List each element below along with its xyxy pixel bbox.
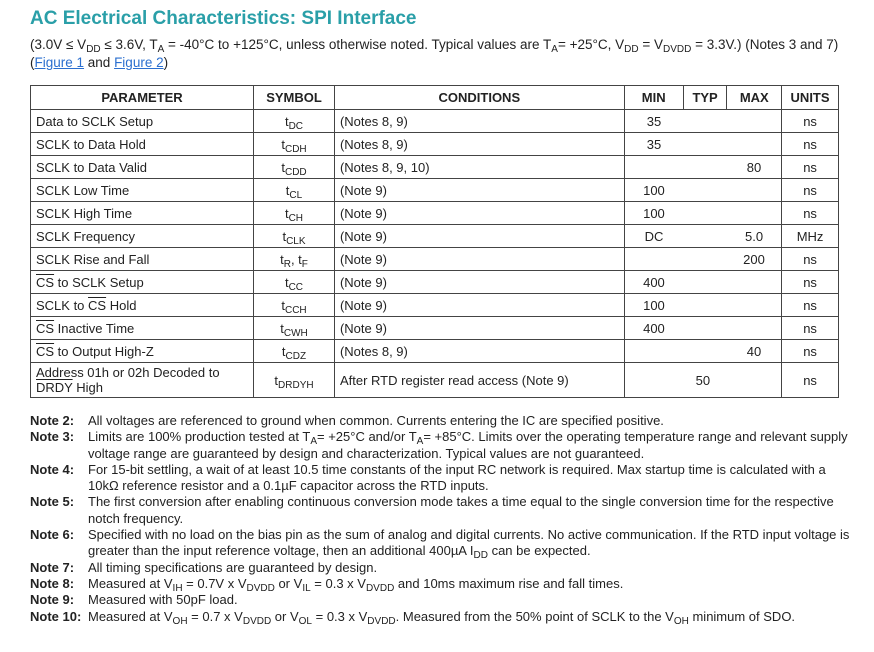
max-cell [727, 110, 782, 133]
conditions-cell: (Notes 8, 9) [334, 340, 624, 363]
units-cell: ns [782, 271, 839, 294]
min-cell: 400 [624, 317, 683, 340]
notes-section [30, 413, 850, 625]
param-cell: $\overline{CS}$ to Output High-Z [31, 340, 254, 363]
max-cell [727, 271, 782, 294]
units-cell: ns [782, 317, 839, 340]
param-cell: $\overline{CS}$ to SCLK Setup [31, 271, 254, 294]
table-row [31, 225, 839, 248]
header-parameter: PARAMETER [31, 86, 254, 110]
units-cell: ns [782, 156, 839, 179]
table-row [31, 202, 839, 225]
min-cell: 100 [624, 179, 683, 202]
note-4: Note 4: For 15-bit settling, a wait of at least 10.5 time constants of the input RC network is required. Max startup time is calculated with a 10kΩ reference resistor and a 0.1µF capacitor across the RTD inputs. [30, 461, 826, 494]
symbol-cell: $t_{CL}$ [254, 179, 335, 202]
max-cell: 40 [727, 340, 782, 363]
units-cell: ns [782, 202, 839, 225]
max-cell: 80 [727, 156, 782, 179]
symbol-cell: $t_R$, $t_F$ [254, 248, 335, 271]
table-header-row [31, 86, 839, 110]
min-cell: 100 [624, 202, 683, 225]
conditions-cell: (Note 9) [334, 202, 624, 225]
conditions-intro: ($3.0V \le V_{DD} \le 3.6V$, $T_A = -40^\circ C$ to +125°C, unless otherwise noted. Typical values are $T_A= +25^\circ C$, $V_{DD} = V_{DVDD} = 3.3V$.) (Notes 3 and 7) (Figure 1 and Figure 2) [30, 37, 839, 70]
table-row [31, 156, 839, 179]
max-cell [727, 179, 782, 202]
table-row [31, 294, 839, 317]
param-cell: SCLK High Time [31, 202, 254, 225]
typ-cell [683, 225, 727, 248]
param-cell: SCLK Low Time [31, 179, 254, 202]
units-cell: ns [782, 340, 839, 363]
max-cell: 200 [727, 248, 782, 271]
units-cell: ns [782, 294, 839, 317]
table-row-drdy [31, 363, 839, 398]
header-typ: TYP [683, 86, 727, 110]
symbol-cell: $t_{DC}$ [254, 110, 335, 133]
value-cell: 50 [624, 363, 781, 398]
table-row [31, 317, 839, 340]
units-cell: ns [782, 179, 839, 202]
min-cell [624, 248, 683, 271]
typ-cell [683, 271, 727, 294]
note-8: Note 8: Measured at $V_{IH} = 0.7V$ x $V_{DVDD}$ or $V_{IL} = 0.3$ x $V_{DVDD}$ and 10ms maximum rise and fall times. [30, 575, 624, 594]
table-row [31, 110, 839, 133]
conditions-cell: (Notes 8, 9, 10) [334, 156, 624, 179]
min-cell [624, 340, 683, 363]
units-cell: ns [782, 133, 839, 156]
conditions-cell: After RTD register read access (Note 9) [334, 363, 624, 398]
param-cell: $\overline{CS}$ Inactive Time [31, 317, 254, 340]
note-5: Note 5: The first conversion after enabling continuous conversion mode takes a time equal to the single conversion time for the respective notch frequency. [30, 494, 834, 526]
conditions-cell: (Notes 8, 9) [334, 110, 624, 133]
symbol-cell: $t_{CH}$ [254, 202, 335, 225]
conditions-cell: (Note 9) [334, 294, 624, 317]
min-cell: 100 [624, 294, 683, 317]
units-cell: ns [782, 363, 839, 398]
max-cell [727, 133, 782, 156]
units-cell: ns [782, 110, 839, 133]
header-max: MAX [727, 86, 782, 110]
figure-2-link[interactable]: Figure 2 [114, 55, 164, 70]
conditions-cell: (Note 9) [334, 317, 624, 340]
section-title: AC Electrical Characteristics: SPI Interface [30, 8, 417, 29]
note-2: Note 2: All voltages are referenced to ground when common. Currents entering the IC are specified positive. [30, 413, 664, 428]
conditions-cell: (Note 9) [334, 225, 624, 248]
param-cell: Data to SCLK Setup [31, 110, 254, 133]
conditions-cell: (Note 9) [334, 179, 624, 202]
symbol-cell: $t_{CWH}$ [254, 317, 335, 340]
table-body [31, 110, 839, 398]
symbol-cell: $t_{CCH}$ [254, 294, 335, 317]
table-row [31, 179, 839, 202]
min-cell: 400 [624, 271, 683, 294]
param-cell: Address 01h or 02h Decoded to DRDY High [31, 363, 254, 398]
note-6: Note 6: Specified with no load on the bias pin as the sum of analog and digital currents. No active communication. If the RTD input voltage is greater than the input reference voltage, then an additional 400µA $I_{DD}$ can be expected. [30, 527, 850, 562]
conditions-cell: (Note 9) [334, 271, 624, 294]
symbol-cell: $t_{CLK}$ [254, 225, 335, 248]
typ-cell [683, 156, 727, 179]
param-cell: SCLK to $\overline{CS}$ Hold [31, 294, 254, 317]
table-row [31, 271, 839, 294]
note-10: Note 10: Measured at $V_{OH} = 0.7$ x $V_{DVDD}$ or $V_{OL} = 0.3$ x $V_{DVDD}$. Measured from the 50% point of SCLK to the $V_{OH}$ minimum of SDO. [30, 608, 796, 627]
conditions-cell: (Notes 8, 9) [334, 133, 624, 156]
table-row [31, 133, 839, 156]
max-cell [727, 294, 782, 317]
figure-1-link[interactable]: Figure 1 [34, 55, 85, 70]
min-cell: 35 [624, 133, 683, 156]
header-conditions: CONDITIONS [334, 86, 624, 110]
header-units: UNITS [782, 86, 839, 110]
note-3: Note 3: Limits are 100% production tested at $T_A= +25^\circ C$ and/or $T_A= +85^\circ C$. Limits over the operating temperature range and relevant supply voltage range are guaranteed by design and characterization. Typical values are not guaranteed. [30, 429, 848, 461]
symbol-cell: $t_{DRDYH}$ [254, 363, 335, 398]
min-cell: 35 [624, 110, 683, 133]
note-9: Note 9: Measured with 50pF load. [30, 592, 238, 608]
param-cell: SCLK Frequency [31, 225, 254, 248]
typ-cell [683, 248, 727, 271]
param-cell: SCLK to Data Hold [31, 133, 254, 156]
units-cell: ns [782, 248, 839, 271]
typ-cell [683, 110, 727, 133]
param-cell: SCLK Rise and Fall [31, 248, 254, 271]
header-min: MIN [624, 86, 683, 110]
table-row [31, 248, 839, 271]
max-cell: 5.0 [727, 225, 782, 248]
typ-cell [683, 294, 727, 317]
min-cell [624, 156, 683, 179]
header-symbol: SYMBOL [254, 86, 335, 110]
typ-cell [683, 179, 727, 202]
param-cell: SCLK to Data Valid [31, 156, 254, 179]
max-cell [727, 317, 782, 340]
typ-cell [683, 317, 727, 340]
typ-cell [683, 202, 727, 225]
conditions-cell: (Note 9) [334, 248, 624, 271]
units-cell: MHz [782, 225, 839, 248]
max-cell [727, 202, 782, 225]
typ-cell [683, 340, 727, 363]
symbol-cell: $t_{CC}$ [254, 271, 335, 294]
table-row [31, 340, 839, 363]
symbol-cell: $t_{CDD}$ [254, 156, 335, 179]
typ-cell [683, 133, 727, 156]
min-cell: DC [624, 225, 683, 248]
spi-timing-table [30, 85, 839, 398]
symbol-cell: $t_{CDH}$ [254, 133, 335, 156]
note-7: Note 7: All timing specifications are guaranteed by design. [30, 559, 378, 575]
symbol-cell: $t_{CDZ}$ [254, 340, 335, 363]
